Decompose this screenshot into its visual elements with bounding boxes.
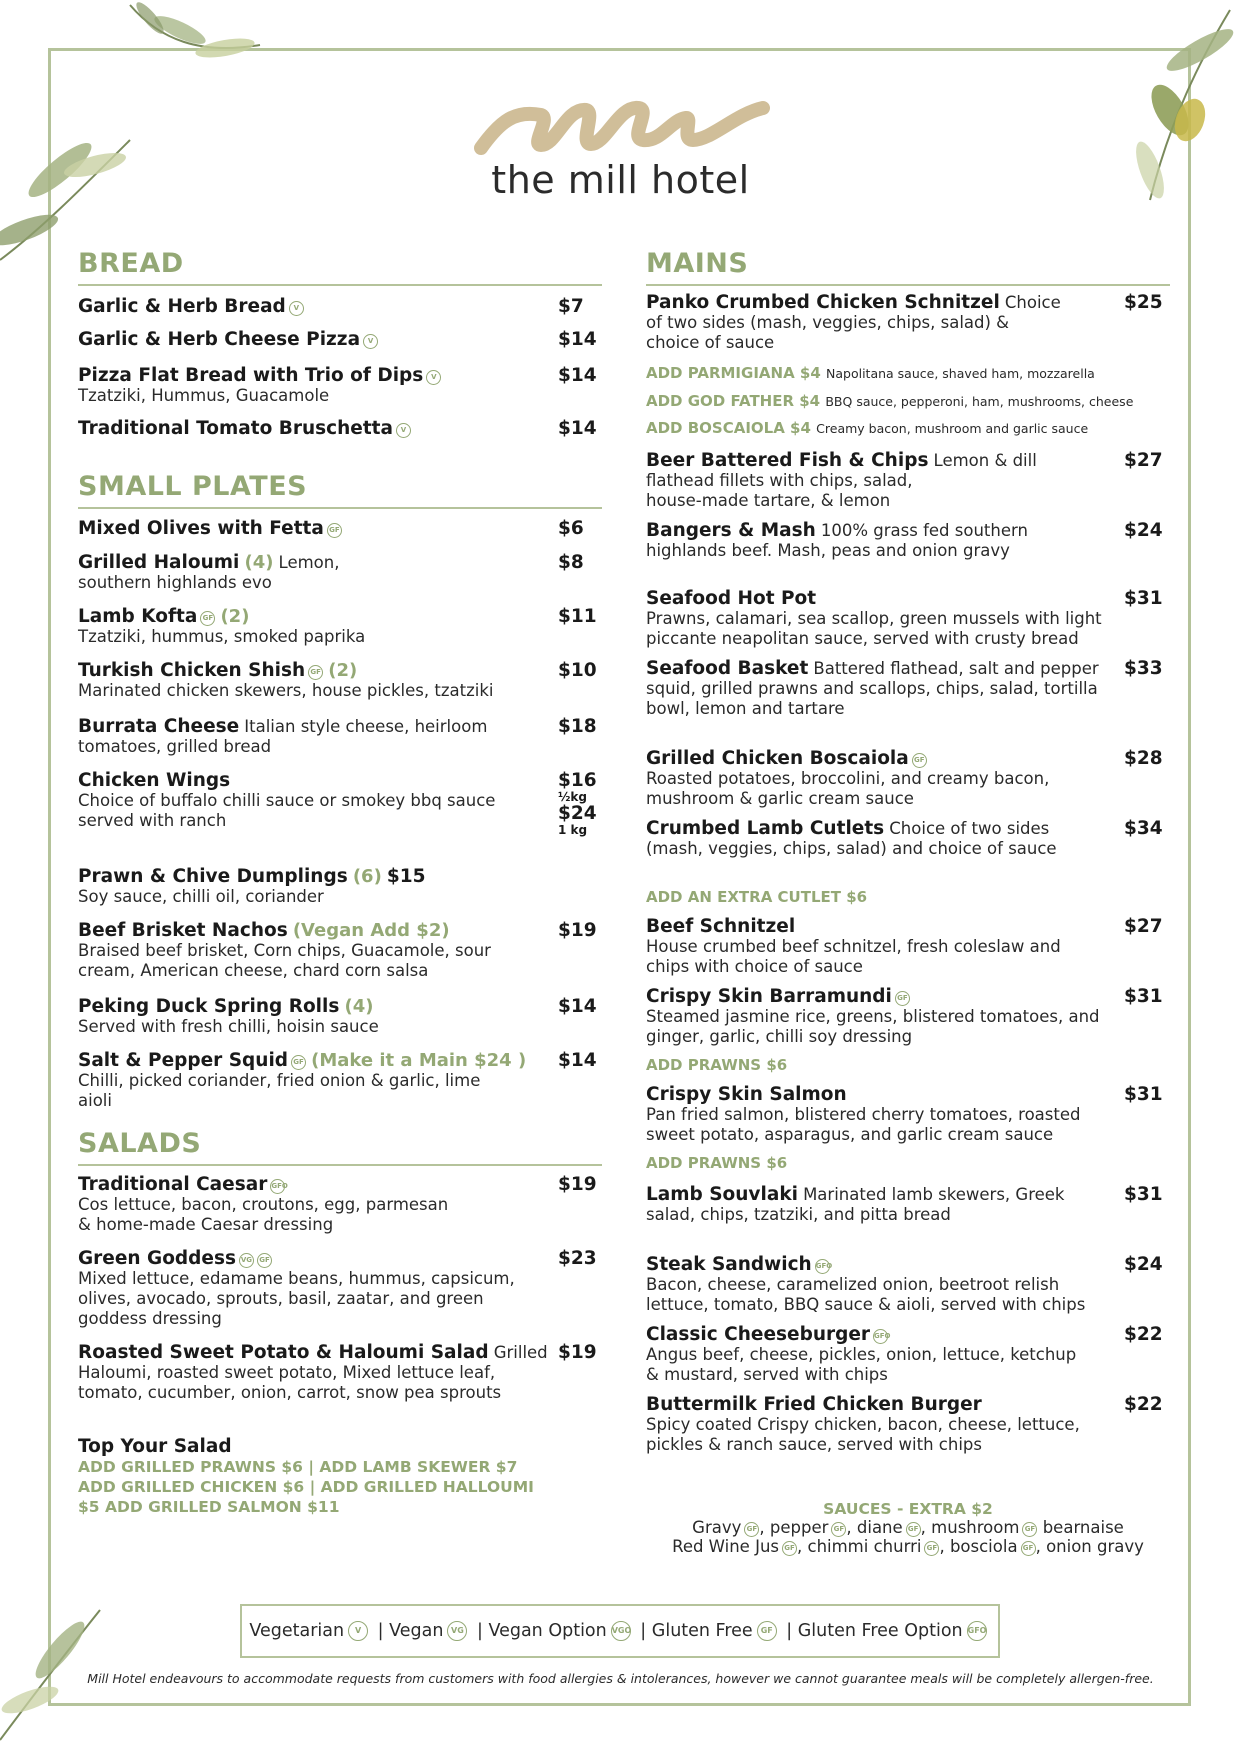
item-name: Prawn & Chive Dumplings	[78, 866, 348, 887]
vegan-badge-icon: VG	[447, 1621, 467, 1641]
addon-label: ADD PRAWNS $6	[646, 1056, 788, 1074]
hotel-name: the mill hotel	[491, 158, 750, 202]
menu-item	[78, 716, 602, 757]
item-price: $24	[1124, 520, 1163, 541]
menu-item	[78, 1174, 602, 1235]
gluten-free-badge-icon: GF	[912, 753, 927, 768]
section-rule	[78, 1164, 602, 1166]
menu-item	[78, 1050, 602, 1111]
gluten-free-badge-icon: GF	[308, 665, 323, 680]
addon-detail: Creamy bacon, mushroom and garlic sauce	[816, 421, 1089, 436]
sauce-item: onion gravy	[1046, 1537, 1144, 1556]
item-description: Marinated chicken skewers, house pickles, tzatziki	[78, 681, 494, 700]
gluten-free-badge-icon: GF	[200, 611, 215, 626]
item-name: Mixed Olives with Fetta	[78, 518, 324, 539]
item-name: Beef Schnitzel	[646, 916, 796, 937]
gluten-free-option-badge-icon: GFO	[270, 1179, 285, 1194]
legend-vegan: Vegan	[389, 1621, 444, 1641]
section-title-mains: MAINS	[646, 248, 749, 279]
menu-item	[646, 588, 1170, 649]
item-name: Bangers & Mash	[646, 520, 816, 541]
item-description: Tzatziki, Hummus, Guacamole	[78, 386, 330, 405]
item-price: $33	[1124, 658, 1163, 679]
item-inline-description: Choice	[1004, 293, 1061, 312]
gluten-free-badge-icon: GF	[831, 1522, 846, 1537]
item-description: Braised beef brisket, Corn chips, Guacamole, sour cream, American cheese, chard corn salsa	[78, 941, 491, 980]
item-price: $31	[1124, 1184, 1163, 1205]
item-name: Garlic & Herb Bread	[78, 296, 286, 317]
menu-item	[78, 996, 602, 1037]
item-price: $19	[558, 1342, 597, 1363]
item-price: $28	[1124, 748, 1163, 769]
section-rule	[78, 507, 602, 509]
sauces-line-1: Gravy GF , pepper GF , diane GF , mushroom GF bearnaise	[692, 1518, 1124, 1537]
item-description: salad, chips, tzatziki, and pitta bread	[646, 1205, 951, 1224]
mains-addon	[646, 419, 1088, 437]
item-description: Roasted potatoes, broccolini, and creamy bacon, mushroom & garlic cream sauce	[646, 769, 1050, 808]
item-name: Beer Battered Fish & Chips	[646, 450, 929, 471]
menu-item	[646, 1184, 1170, 1225]
item-description: Tzatziki, hummus, smoked paprika	[78, 627, 366, 646]
item-description: Served with fresh chilli, hoisin sauce	[78, 1017, 379, 1036]
item-price: $34	[1124, 818, 1163, 839]
olive-leaf-top-left-icon	[120, 0, 270, 70]
item-price: $14	[558, 329, 597, 350]
addon-label: ADD PARMIGIANA $4	[646, 364, 821, 382]
menu-item	[646, 658, 1170, 719]
gluten-free-badge-icon: GF	[257, 1253, 272, 1268]
vegetarian-badge-icon: V	[363, 334, 378, 349]
item-inline-description: Grilled	[493, 1343, 548, 1362]
sauce-item: bearnaise	[1042, 1518, 1124, 1537]
item-main-option: (Make it a Main $24 )	[311, 1050, 527, 1071]
sauces-block	[646, 1500, 1170, 1556]
menu-item	[78, 606, 602, 647]
item-description: Soy sauce, chilli oil, coriander	[78, 887, 324, 906]
vegan-badge-icon: VG	[239, 1253, 254, 1268]
item-price: $19	[558, 920, 597, 941]
addon-label: ADD AN EXTRA CUTLET $6	[646, 888, 868, 906]
price-unit: ½kg	[558, 790, 587, 804]
sauces-title: SAUCES - EXTRA $2	[823, 1500, 993, 1518]
item-price: $25	[1124, 292, 1163, 313]
menu-item	[646, 1324, 1170, 1385]
item-price: $22	[1124, 1394, 1163, 1415]
sauce-item: diane	[856, 1518, 903, 1537]
mains-addon	[646, 888, 867, 906]
item-name: Lamb Souvlaki	[646, 1184, 798, 1205]
gluten-free-badge-icon: GF	[1022, 1522, 1037, 1537]
item-description: Chilli, picked coriander, fried onion & garlic, lime aioli	[78, 1071, 481, 1110]
gluten-free-option-badge-icon: GFO	[873, 1329, 888, 1344]
section-rule	[646, 284, 1170, 286]
item-name: Steak Sandwich	[646, 1254, 812, 1275]
item-description: flathead fillets with chips, salad, house-made tartare, & lemon	[646, 471, 913, 510]
item-name: Buttermilk Fried Chicken Burger	[646, 1394, 982, 1415]
item-price: $14	[558, 996, 597, 1017]
gluten-free-badge-icon: GF	[924, 1541, 939, 1556]
menu-item	[78, 418, 602, 439]
item-inline-description: Marinated lamb skewers, Greek	[803, 1185, 1065, 1204]
gluten-free-badge-icon: GF	[757, 1621, 777, 1641]
menu-item	[646, 1254, 1170, 1315]
gluten-free-badge-icon: GF	[895, 991, 910, 1006]
mains-addon	[646, 1056, 787, 1074]
item-price: $18	[558, 716, 597, 737]
item-inline-description: 100% grass fed southern	[820, 521, 1028, 540]
item-price: $23	[558, 1248, 597, 1269]
legend-vegan-option: Vegan Option	[488, 1621, 607, 1641]
item-price-inline: $15	[386, 866, 426, 887]
item-description: Spicy coated Crispy chicken, bacon, cheese, lettuce, pickles & ranch sauce, served with chips	[646, 1415, 1080, 1454]
menu-item	[78, 296, 602, 317]
price-half-kg: $16	[558, 770, 597, 791]
item-price: $14	[558, 1050, 597, 1071]
gluten-free-option-badge-icon: GFO	[967, 1621, 987, 1641]
menu-item	[78, 660, 602, 701]
addon-label: ADD BOSCAIOLA $4	[646, 419, 811, 437]
item-price: $6	[558, 518, 584, 539]
item-price: $22	[1124, 1324, 1163, 1345]
item-description: Mixed lettuce, edamame beans, hummus, capsicum, olives, avocado, sprouts, basil, zaatar, and green goddess dressing	[78, 1269, 515, 1328]
gluten-free-badge-icon: GF	[1021, 1541, 1036, 1556]
item-name: Grilled Haloumi	[78, 552, 240, 573]
sauce-item: Gravy	[692, 1518, 742, 1537]
item-description: (mash, veggies, chips, salad) and choice of sauce	[646, 839, 1057, 858]
vegetarian-badge-icon: V	[348, 1621, 368, 1641]
menu-item	[646, 1394, 1170, 1455]
menu-item	[646, 520, 1170, 561]
sauce-item: pepper	[769, 1518, 829, 1537]
item-name: Crispy Skin Barramundi	[646, 986, 892, 1007]
item-price: $24	[1124, 1254, 1163, 1275]
dietary-legend: Vegetarian V | Vegan VG | Vegan Option VGO | Gluten Free GF | Gluten Free Option GFO	[240, 1604, 1000, 1658]
mains-addon	[646, 392, 1133, 410]
item-inline-description: Lemon,	[278, 553, 340, 572]
item-inline-description: Italian style cheese, heirloom	[244, 717, 488, 736]
item-description: squid, grilled prawns and scallops, chips, salad, tortilla bowl, lemon and tartare	[646, 679, 1098, 718]
item-price: $19	[558, 1174, 597, 1195]
item-description: House crumbed beef schnitzel, fresh coleslaw and chips with choice of sauce	[646, 937, 1061, 976]
menu-item	[646, 986, 1170, 1047]
item-name: Burrata Cheese	[78, 716, 240, 737]
item-name: Seafood Hot Pot	[646, 588, 817, 609]
legend-gluten-free: Gluten Free	[651, 1621, 753, 1641]
item-portion: (2)	[220, 606, 250, 627]
item-name: Classic Cheeseburger	[646, 1324, 871, 1345]
section-rule	[78, 284, 602, 286]
top-your-salad-title: Top Your Salad	[78, 1436, 232, 1457]
menu-item	[78, 329, 602, 350]
menu-item	[78, 552, 602, 593]
sauce-item: bosciola	[949, 1537, 1018, 1556]
item-name: Traditional Caesar	[78, 1174, 268, 1195]
item-price: $31	[1124, 986, 1163, 1007]
item-name: Green Goddess	[78, 1248, 236, 1269]
item-vegan-option: (Vegan Add $2)	[292, 920, 450, 941]
menu-item	[646, 450, 1170, 511]
addon-detail: BBQ sauce, pepperoni, ham, mushrooms, cheese	[825, 394, 1134, 409]
item-name: Lamb Kofta	[78, 606, 198, 627]
item-description: Steamed jasmine rice, greens, blistered tomatoes, and ginger, garlic, chilli soy dressing	[646, 1007, 1100, 1046]
legend-vegetarian: Vegetarian	[249, 1621, 345, 1641]
item-name: Roasted Sweet Potato & Haloumi Salad	[78, 1342, 489, 1363]
gluten-free-badge-icon: GF	[291, 1055, 306, 1070]
addon-label: ADD PRAWNS $6	[646, 1154, 788, 1172]
item-description: Pan fried salmon, blistered cherry tomatoes, roasted sweet potato, asparagus, and garlic cream sauce	[646, 1105, 1081, 1144]
item-inline-description: Choice of two sides	[889, 819, 1050, 838]
section-title-salads: SALADS	[78, 1128, 202, 1159]
item-price: $27	[1124, 916, 1163, 937]
vegetarian-badge-icon: V	[426, 370, 441, 385]
item-price: $27	[1124, 450, 1163, 471]
item-name: Beef Brisket Nachos	[78, 920, 288, 941]
addon-label: ADD GOD FATHER $4	[646, 392, 821, 410]
item-name: Traditional Tomato Bruschetta	[78, 418, 393, 439]
item-description: Cos lettuce, bacon, croutons, egg, parmesan & home-made Caesar dressing	[78, 1195, 449, 1234]
item-name: Pizza Flat Bread with Trio of Dips	[78, 365, 424, 386]
menu-item	[78, 866, 602, 907]
addon-detail: Napolitana sauce, shaved ham, mozzarella	[826, 366, 1095, 381]
section-title-small-plates: SMALL PLATES	[78, 471, 308, 502]
legend-gluten-free-option: Gluten Free Option	[797, 1621, 963, 1641]
item-portion: (6)	[352, 866, 382, 887]
section-title-bread: BREAD	[78, 248, 184, 279]
item-name: Crumbed Lamb Cutlets	[646, 818, 885, 839]
mains-addon	[646, 1154, 787, 1172]
gluten-free-badge-icon: GF	[327, 523, 342, 538]
item-description: of two sides (mash, veggies, chips, salad) & choice of sauce	[646, 313, 1010, 352]
item-name: Salt & Pepper Squid	[78, 1050, 289, 1071]
item-description: Angus beef, cheese, pickles, onion, lettuce, ketchup & mustard, served with chips	[646, 1345, 1077, 1384]
menu-item	[646, 292, 1170, 353]
item-name: Chicken Wings	[78, 770, 231, 791]
item-inline-description: Battered flathead, salt and pepper	[813, 659, 1099, 678]
item-portion: (4)	[344, 996, 374, 1017]
menu-item	[78, 1248, 602, 1329]
item-price: $14	[558, 365, 597, 386]
item-price: $10	[558, 660, 597, 681]
item-price: $14	[558, 418, 597, 439]
item-description: tomatoes, grilled bread	[78, 737, 272, 756]
item-description: Bacon, cheese, caramelized onion, beetroot relish lettuce, tomato, BBQ sauce & aioli, served with chips	[646, 1275, 1086, 1314]
item-name: Turkish Chicken Shish	[78, 660, 306, 681]
price-unit: 1 kg	[558, 823, 588, 837]
gluten-free-badge-icon: GF	[744, 1522, 759, 1537]
item-name: Grilled Chicken Boscaiola	[646, 748, 909, 769]
vegan-option-badge-icon: VGO	[611, 1621, 631, 1641]
item-price: $31	[1124, 588, 1163, 609]
gluten-free-option-badge-icon: GFO	[815, 1259, 830, 1274]
item-name: Peking Duck Spring Rolls	[78, 996, 340, 1017]
item-price: $7	[558, 296, 584, 317]
top-your-salad-options: ADD GRILLED PRAWNS $6 | ADD LAMB SKEWER $7 ADD GRILLED CHICKEN $6 | ADD GRILLED HALLOUMI $5 ADD GRILLED SALMON $11	[78, 1458, 534, 1516]
vegetarian-badge-icon: V	[396, 423, 411, 438]
item-price	[558, 770, 604, 836]
item-name: Crispy Skin Salmon	[646, 1084, 847, 1105]
item-portion: (2)	[328, 660, 358, 681]
allergen-disclaimer: Mill Hotel endeavours to accommodate requests from customers with food allergies & intolerances, however we cannot guarantee meals will be completely allergen-free.	[87, 1671, 1154, 1686]
menu-item	[646, 818, 1170, 859]
sauces-line-2: Red Wine Jus GF , chimmi churri GF , bosciola GF , onion gravy	[672, 1537, 1144, 1556]
item-name: Seafood Basket	[646, 658, 809, 679]
item-description: highlands beef. Mash, peas and onion gravy	[646, 541, 1010, 560]
gluten-free-badge-icon: GF	[782, 1541, 797, 1556]
item-inline-description: Lemon & dill	[933, 451, 1037, 470]
price-one-kg: $24	[558, 803, 597, 824]
sauce-item: mushroom	[931, 1518, 1020, 1537]
header	[0, 100, 1241, 202]
item-price: $11	[558, 606, 597, 627]
item-description: Haloumi, roasted sweet potato, Mixed lettuce leaf, tomato, cucumber, onion, carrot, snow pea sprouts	[78, 1363, 502, 1402]
mains-addon	[646, 364, 1095, 382]
menu-item	[78, 1342, 602, 1403]
item-portion: (4)	[244, 552, 274, 573]
sauce-item: chimmi churri	[807, 1537, 922, 1556]
top-your-salad	[78, 1436, 548, 1517]
menu-item	[646, 748, 1170, 809]
item-name: Garlic & Herb Cheese Pizza	[78, 329, 361, 350]
item-price: $31	[1124, 1084, 1163, 1105]
item-description: Prawns, calamari, sea scallop, green mussels with light piccante neapolitan sauce, served with crusty bread	[646, 609, 1102, 648]
item-description: Choice of buffalo chilli sauce or smokey bbq sauce served with ranch	[78, 791, 496, 830]
menu-item	[78, 518, 602, 539]
item-price: $8	[558, 552, 584, 573]
menu-item	[78, 365, 602, 406]
vegetarian-badge-icon: V	[289, 301, 304, 316]
menu-item	[78, 920, 602, 981]
mill-logo-icon	[471, 100, 771, 162]
gluten-free-badge-icon: GF	[906, 1522, 921, 1537]
menu-item	[646, 916, 1170, 977]
item-description: southern highlands evo	[78, 573, 272, 592]
item-name: Panko Crumbed Chicken Schnitzel	[646, 292, 1000, 313]
sauce-item: Red Wine Jus	[672, 1537, 779, 1556]
menu-item	[78, 770, 602, 837]
menu-item	[646, 1084, 1170, 1145]
